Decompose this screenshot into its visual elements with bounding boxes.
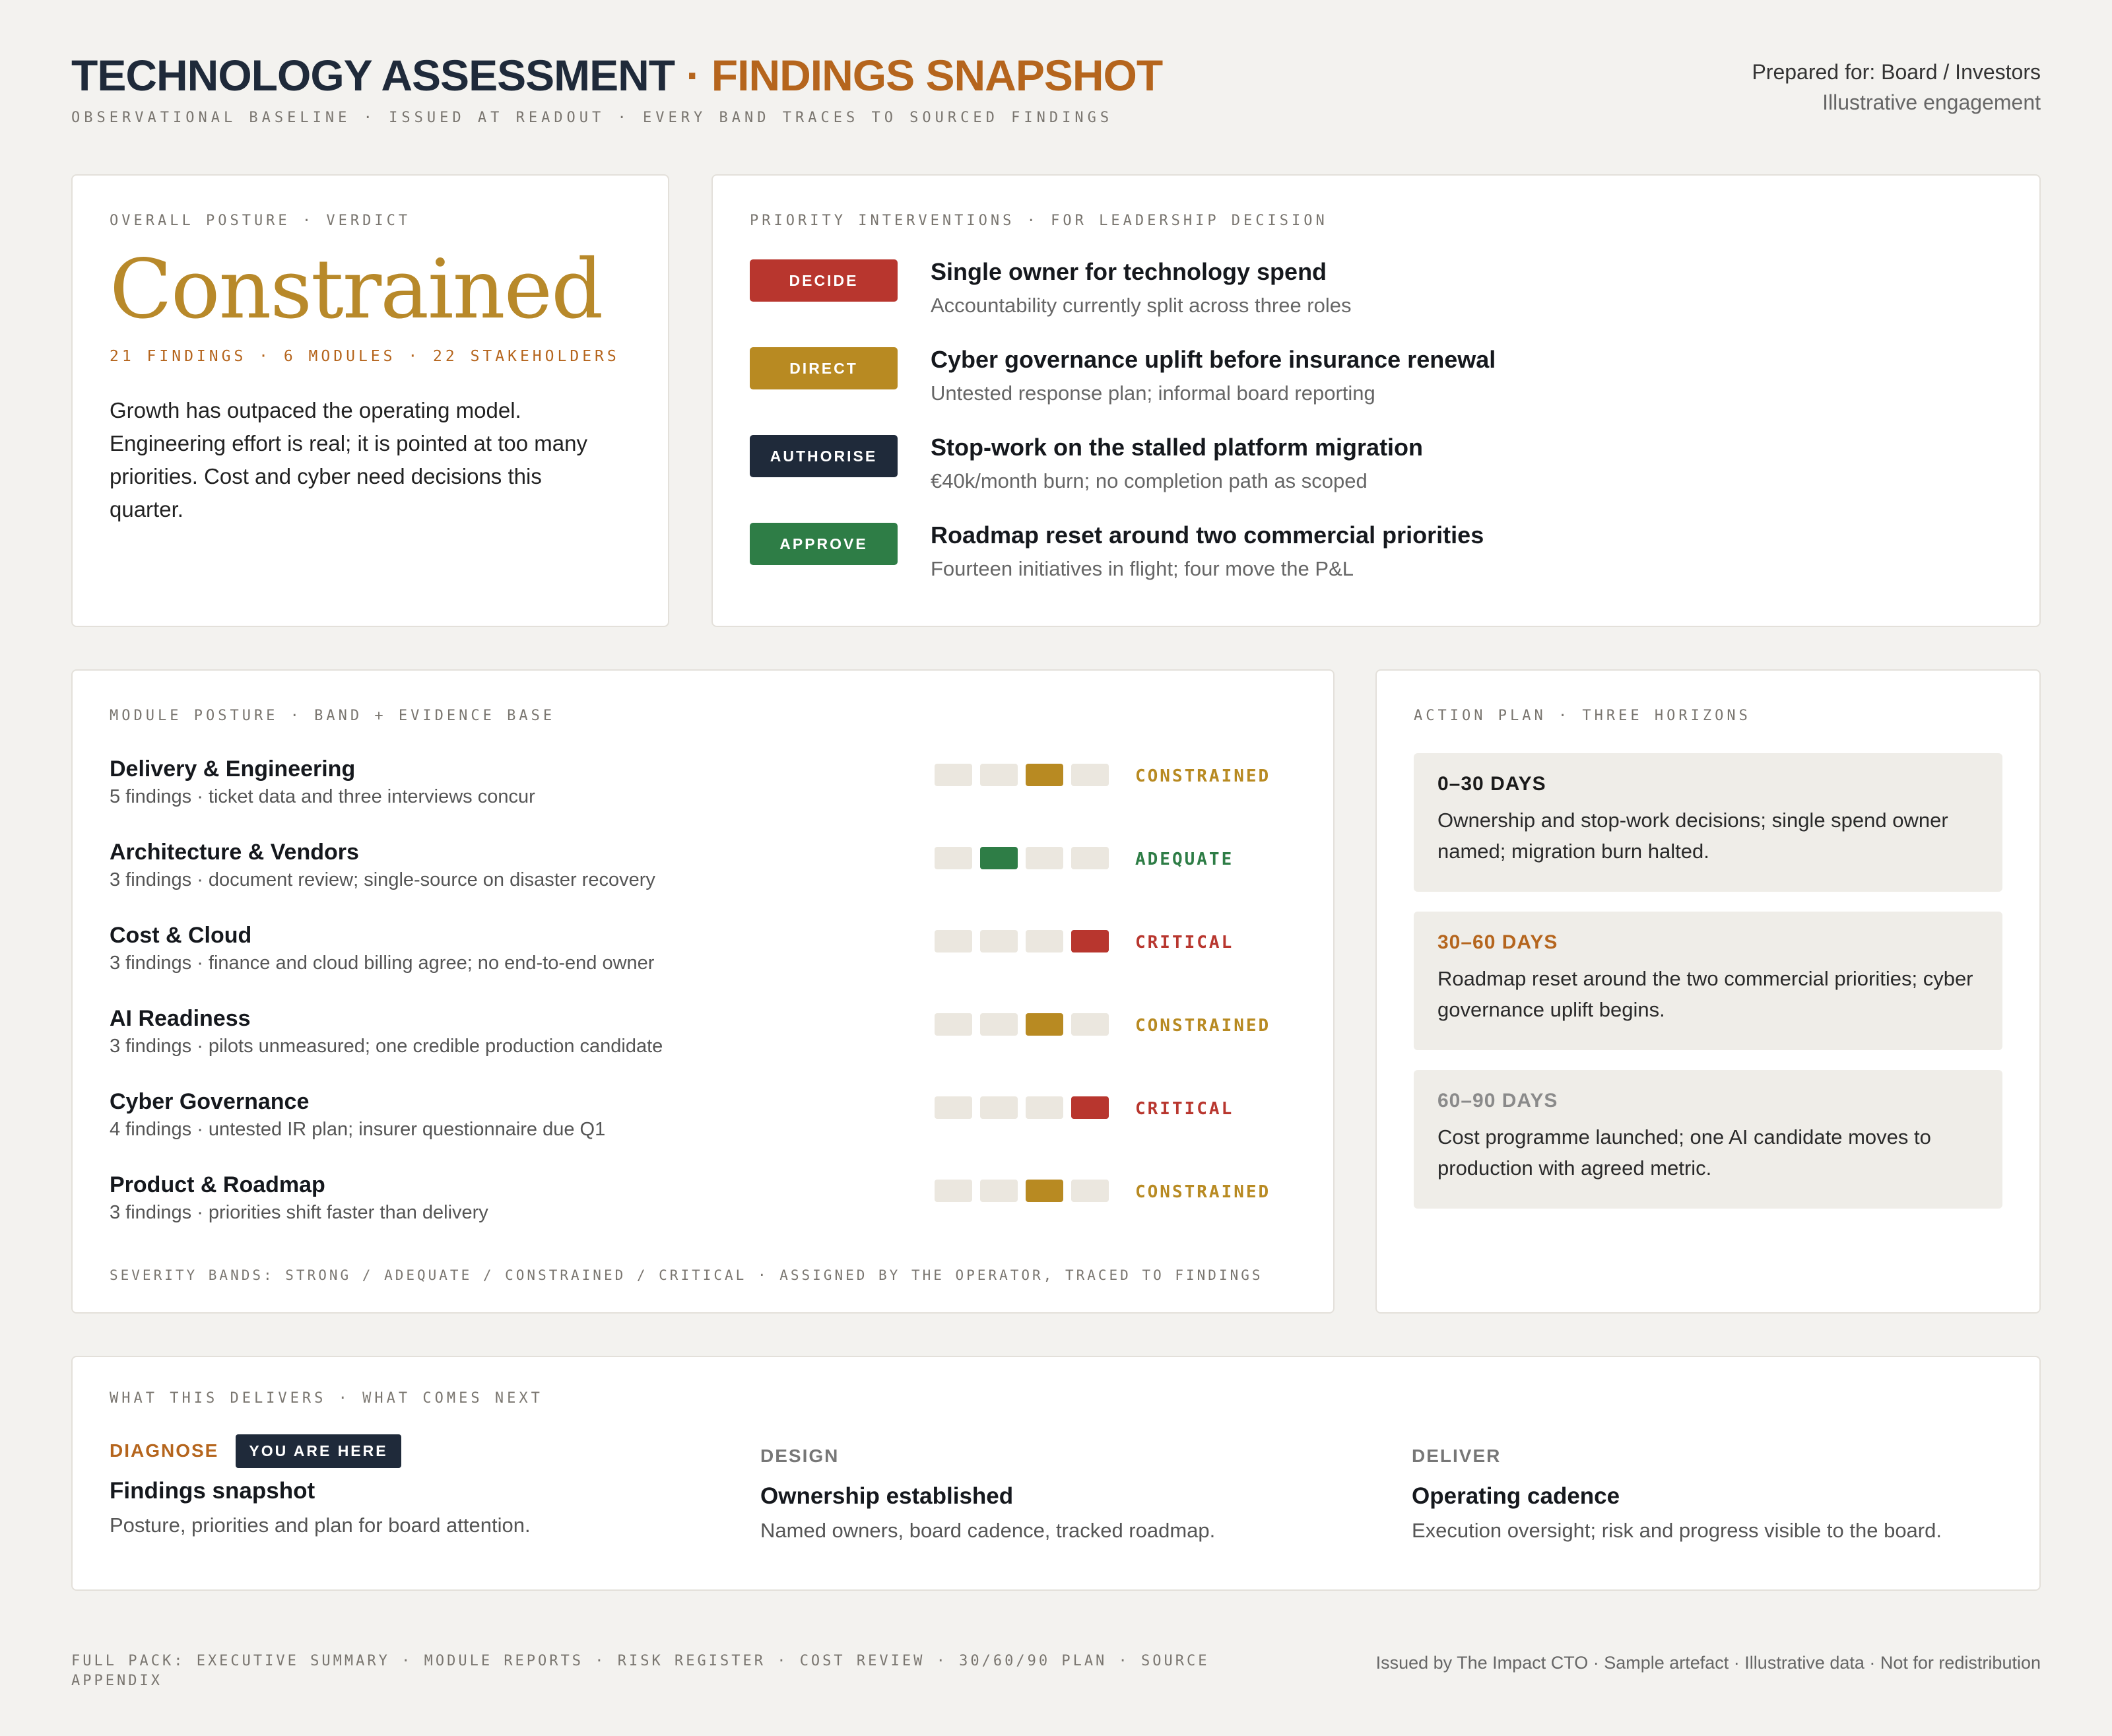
priority-badge: AUTHORISE: [750, 435, 898, 477]
severity-segment: [935, 847, 972, 869]
priority-item: [750, 347, 2002, 435]
priority-title: Stop-work on the stalled platform migration: [931, 434, 1424, 461]
horizon-item: [1414, 1070, 2002, 1209]
step-title: Operating cadence: [1412, 1483, 1620, 1509]
module-name: Product & Roadmap: [110, 1172, 325, 1197]
module-name: AI Readiness: [110, 1006, 251, 1031]
you-are-here-tag: YOU ARE HERE: [236, 1434, 401, 1468]
step-diagnose: [110, 1433, 730, 1537]
priority-subtitle: €40k/month burn; no completion path as scoped: [931, 469, 1368, 492]
severity-segment: [935, 1096, 972, 1119]
horizon-text: Cost programme launched; one AI candidate moves to production with agreed metric.: [1437, 1125, 1931, 1180]
severity-segment: [1071, 1013, 1109, 1036]
priority-card: [711, 174, 2041, 627]
severity-bars: [935, 764, 1109, 786]
priority-badge: DIRECT: [750, 347, 898, 389]
step-label: DIAGNOSE: [110, 1440, 219, 1461]
severity-bars: [935, 847, 1109, 869]
severity-footnote: SEVERITY BANDS: STRONG / ADEQUATE / CONSTRAINED / CRITICAL · ASSIGNED BY THE OPERATOR, TRACED TO FINDINGS: [110, 1267, 1263, 1283]
step-text: Execution oversight; risk and progress visible to the board.: [1412, 1519, 1942, 1542]
step-design: [760, 1438, 1381, 1543]
severity-segment: [980, 847, 1018, 869]
severity-segment: [980, 764, 1018, 786]
step-text: Posture, priorities and plan for board attention.: [110, 1514, 531, 1537]
module-evidence: 3 findings · document review; single-source on disaster recovery: [110, 869, 655, 890]
severity-segment: [1071, 1096, 1109, 1119]
severity-segment: [980, 1013, 1018, 1036]
step-list: [110, 1433, 2002, 1565]
severity-segment: [1071, 1180, 1109, 1202]
module-band: CONSTRAINED: [1135, 1182, 1271, 1202]
prepared-block: [1752, 57, 2041, 117]
horizon-text: Ownership and stop-work decisions; single spend owner named; migration burn halted.: [1437, 809, 1948, 863]
module-name: Cost & Cloud: [110, 923, 252, 948]
module-band: ADEQUATE: [1135, 850, 1234, 869]
module-row: [110, 1088, 1296, 1172]
page-subtitle: OBSERVATIONAL BASELINE · ISSUED AT READOUT · EVERY BAND TRACES TO SOURCED FINDINGS: [71, 110, 1113, 126]
severity-segment: [1026, 1013, 1063, 1036]
priority-item: [750, 435, 2002, 523]
priority-subtitle: Fourteen initiatives in flight; four move the P&L: [931, 557, 1354, 580]
module-row: [110, 756, 1296, 839]
severity-bars: [935, 930, 1109, 952]
step-head: [760, 1438, 1381, 1474]
module-row: [110, 839, 1296, 922]
module-band: CRITICAL: [1135, 1099, 1234, 1119]
page-header: [71, 49, 2041, 135]
module-evidence: 5 findings · ticket data and three interviews concur: [110, 786, 535, 807]
engagement-label: Illustrative engagement: [1822, 90, 2041, 114]
step-text: Named owners, board cadence, tracked roadmap.: [760, 1519, 1216, 1542]
priority-title: Single owner for technology spend: [931, 258, 1327, 285]
verdict-card: [71, 174, 669, 627]
module-band: CONSTRAINED: [1135, 1016, 1271, 1036]
severity-segment: [980, 930, 1018, 952]
severity-segment: [1071, 930, 1109, 952]
horizon-item: [1414, 912, 2002, 1050]
priority-item: [750, 523, 2002, 611]
priority-title: Cyber governance uplift before insurance renewal: [931, 346, 1496, 373]
severity-segment: [1026, 930, 1063, 952]
module-row: [110, 922, 1296, 1005]
severity-segment: [1071, 847, 1109, 869]
severity-segment: [1026, 1096, 1063, 1119]
delivers-card: [71, 1356, 2041, 1591]
action-plan-card: [1375, 669, 2041, 1314]
prepared-for: Prepared for: Board / Investors: [1752, 60, 2041, 84]
severity-segment: [1026, 764, 1063, 786]
title-main: TECHNOLOGY ASSESSMENT: [71, 51, 675, 100]
module-evidence: 4 findings · untested IR plan; insurer questionnaire due Q1: [110, 1119, 606, 1140]
step-label: DELIVER: [1412, 1446, 1502, 1466]
severity-bars: [935, 1096, 1109, 1119]
horizon-text: Roadmap reset around the two commercial priorities; cyber governance uplift begins.: [1437, 967, 1973, 1021]
severity-segment: [980, 1180, 1018, 1202]
verdict-word: Constrained: [110, 242, 603, 337]
delivers-kicker: WHAT THIS DELIVERS · WHAT COMES NEXT: [110, 1390, 543, 1407]
severity-segment: [935, 1013, 972, 1036]
priority-subtitle: Accountability currently split across three roles: [931, 294, 1352, 317]
step-head: [110, 1433, 730, 1469]
severity-segment: [1071, 764, 1109, 786]
priority-badge: APPROVE: [750, 523, 898, 565]
modules-kicker: MODULE POSTURE · BAND + EVIDENCE BASE: [110, 708, 556, 724]
severity-segment: [935, 764, 972, 786]
footer-issuer: Issued by The Impact CTO · Sample artefact · Illustrative data · Not for redistribution: [1375, 1653, 2041, 1673]
module-evidence: 3 findings · priorities shift faster than delivery: [110, 1202, 488, 1223]
module-list: [110, 756, 1296, 1255]
module-posture-card: [71, 669, 1335, 1314]
priority-item: [750, 259, 2002, 347]
module-name: Delivery & Engineering: [110, 756, 356, 782]
severity-segment: [1026, 847, 1063, 869]
verdict-kicker: OVERALL POSTURE · VERDICT: [110, 213, 411, 229]
horizon-title: 60–90 DAYS: [1437, 1090, 1558, 1112]
page-title: [71, 49, 2041, 102]
step-title: Findings snapshot: [110, 1478, 315, 1504]
module-band: CONSTRAINED: [1135, 766, 1271, 786]
severity-segment: [1026, 1180, 1063, 1202]
title-accent: FINDINGS SNAPSHOT: [711, 51, 1163, 100]
step-title: Ownership established: [760, 1483, 1014, 1509]
horizon-title: 0–30 DAYS: [1437, 773, 1546, 795]
priority-list: [750, 259, 2002, 611]
step-head: [1412, 1438, 2032, 1474]
module-name: Architecture & Vendors: [110, 840, 359, 865]
footer-pack-contents: FULL PACK: EXECUTIVE SUMMARY · MODULE REPORTS · RISK REGISTER · COST REVIEW · 30/60/90 PLAN · SOURCE APPENDIX: [71, 1653, 1210, 1689]
horizon-item: [1414, 753, 2002, 892]
priority-subtitle: Untested response plan; informal board reporting: [931, 382, 1375, 405]
severity-segment: [935, 1180, 972, 1202]
priority-title: Roadmap reset around two commercial priorities: [931, 521, 1484, 549]
severity-segment: [935, 930, 972, 952]
title-separator: ·: [686, 51, 700, 100]
action-kicker: ACTION PLAN · THREE HORIZONS: [1414, 708, 1751, 724]
priority-kicker: PRIORITY INTERVENTIONS · FOR LEADERSHIP DECISION: [750, 213, 1328, 229]
module-band: CRITICAL: [1135, 933, 1234, 952]
module-evidence: 3 findings · pilots unmeasured; one credible production candidate: [110, 1036, 663, 1057]
verdict-stats: 21 FINDINGS · 6 MODULES · 22 STAKEHOLDERS: [110, 348, 620, 365]
verdict-summary: Growth has outpaced the operating model. Engineering effort is real; it is pointed at too many priorities. Cost and cyber need decisions this quarter.: [110, 398, 587, 521]
severity-bars: [935, 1013, 1109, 1036]
module-name: Cyber Governance: [110, 1089, 310, 1114]
step-label: DESIGN: [760, 1446, 840, 1466]
horizon-list: [1414, 753, 2002, 1209]
severity-bars: [935, 1180, 1109, 1202]
module-evidence: 3 findings · finance and cloud billing agree; no end-to-end owner: [110, 952, 655, 974]
severity-segment: [980, 1096, 1018, 1119]
module-row: [110, 1172, 1296, 1255]
priority-badge: DECIDE: [750, 259, 898, 302]
step-deliver: [1412, 1438, 2032, 1543]
module-row: [110, 1005, 1296, 1088]
horizon-title: 30–60 DAYS: [1437, 931, 1558, 953]
